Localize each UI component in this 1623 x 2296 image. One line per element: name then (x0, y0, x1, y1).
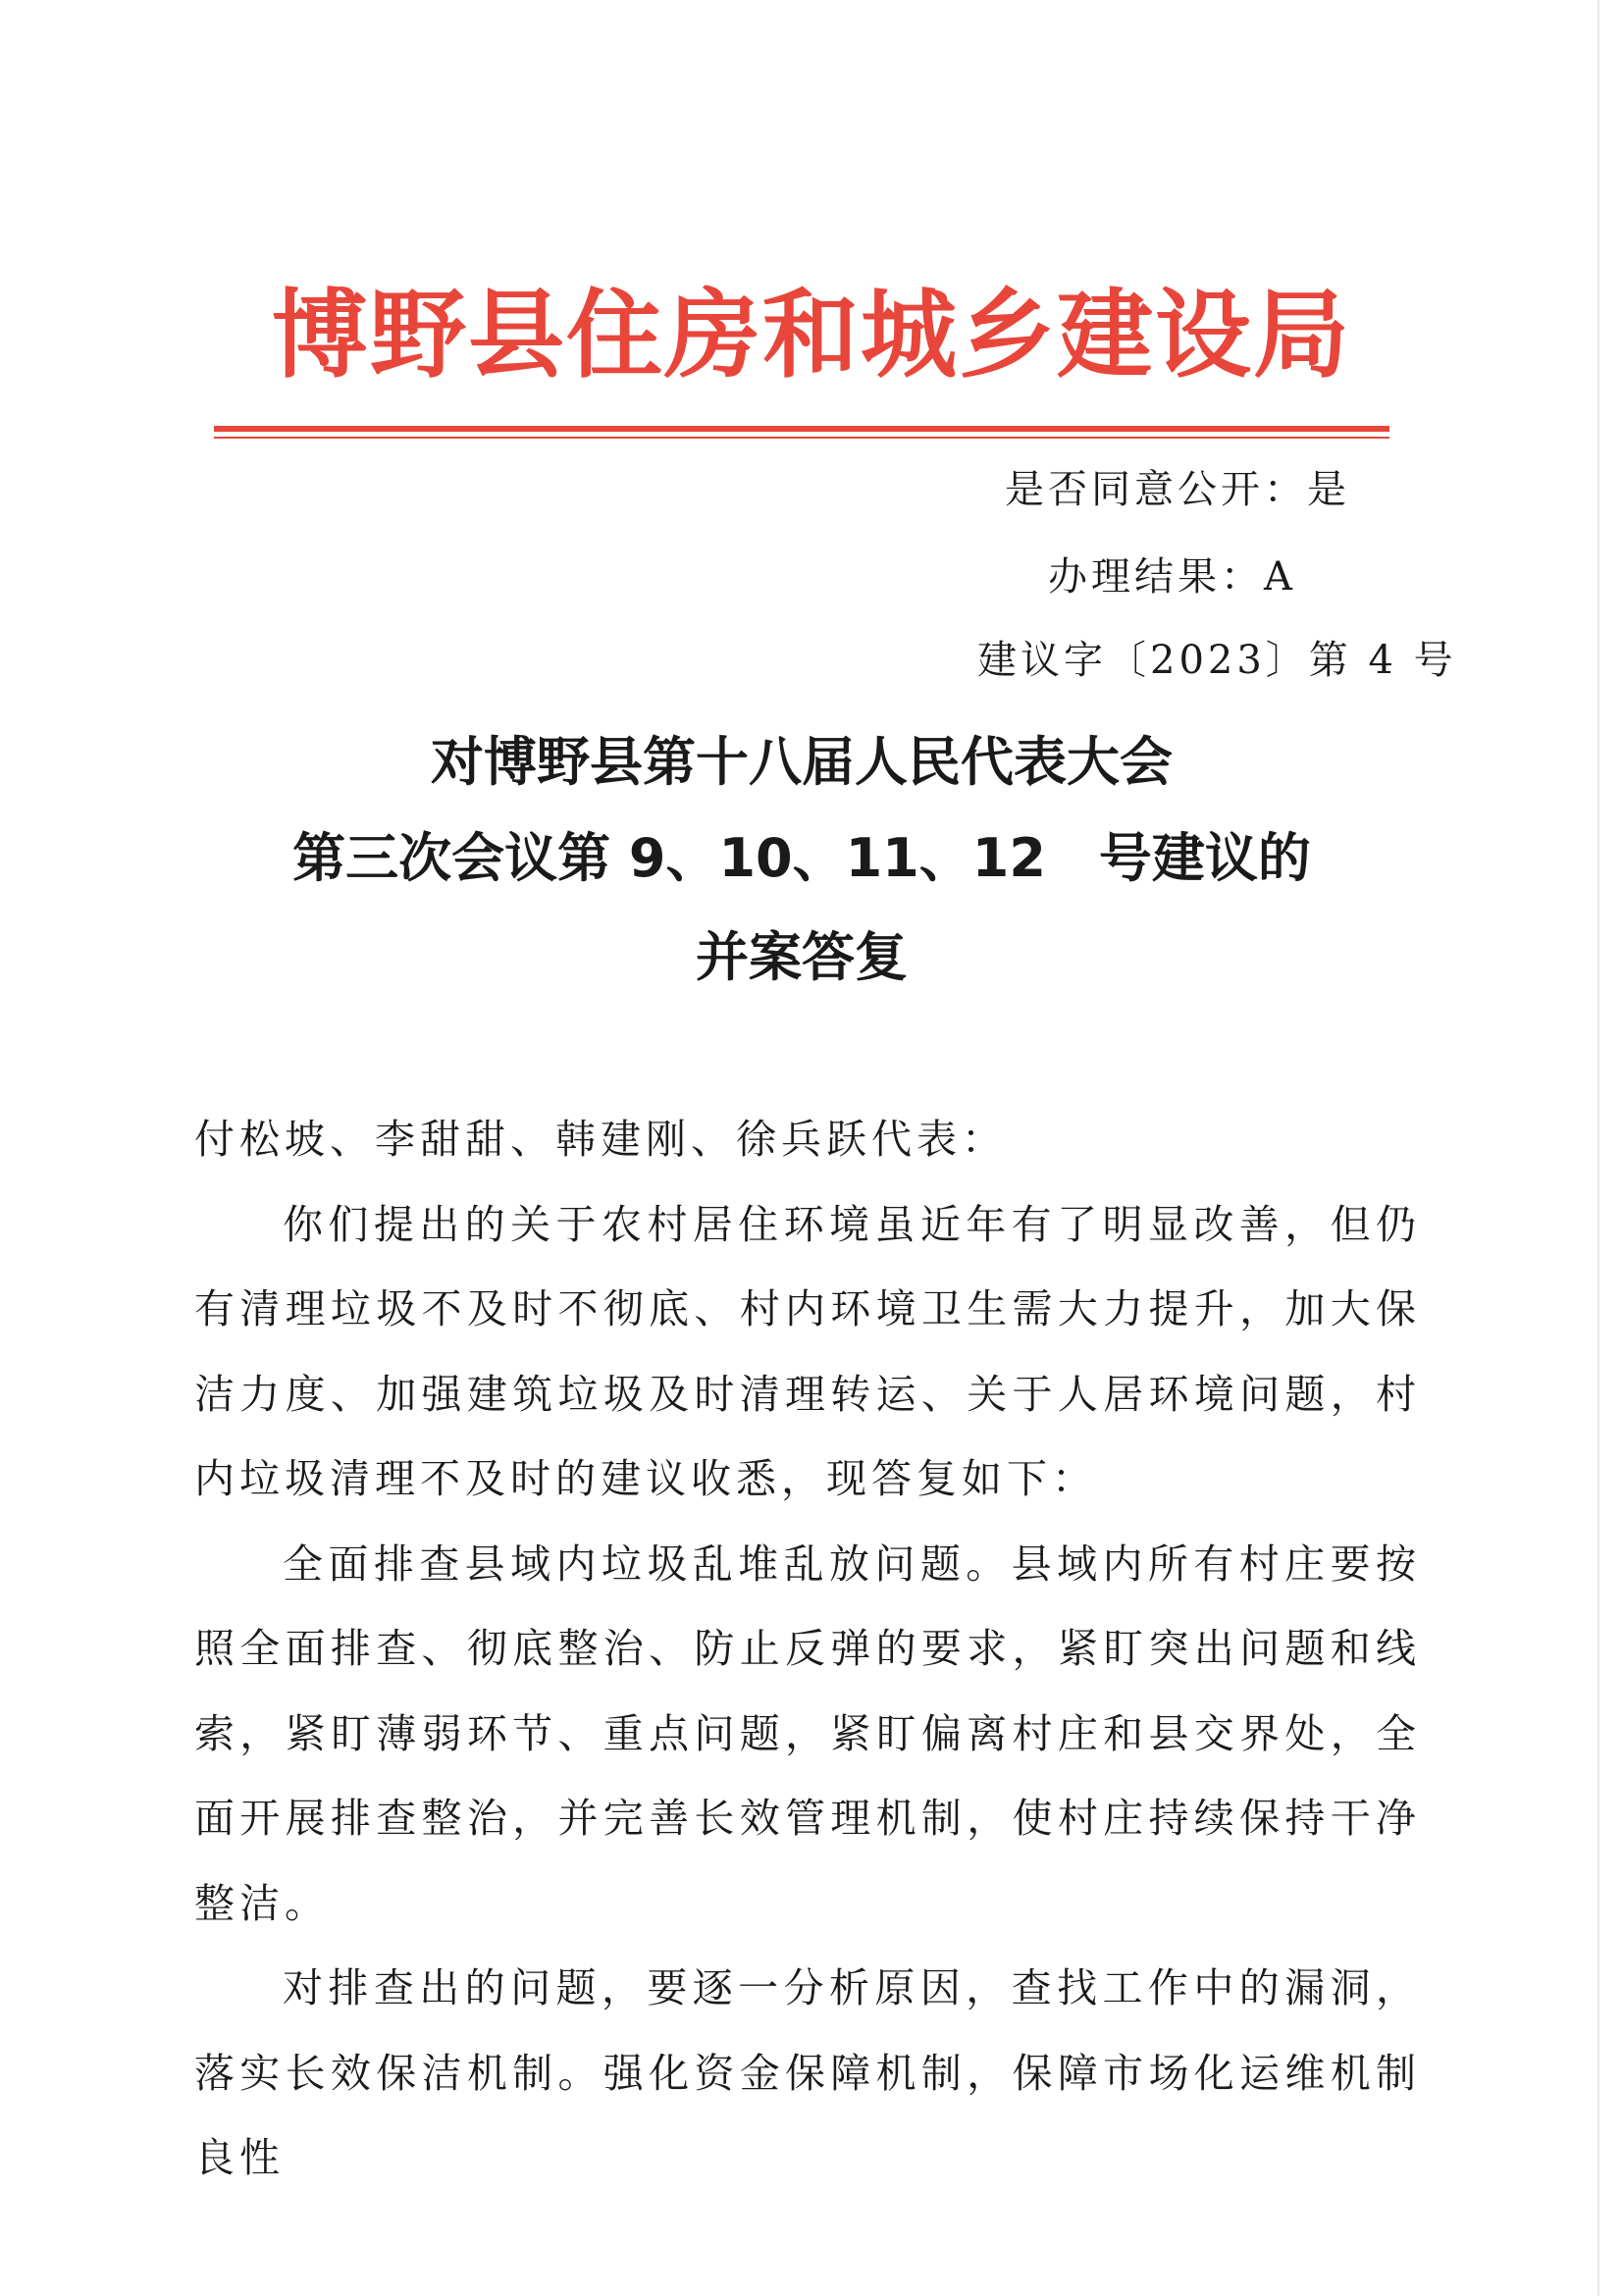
letterhead-rule-thin (214, 437, 1389, 439)
body-paragraph: 你们提出的关于农村居住环境虽近年有了明显改善，但仍有清理垃圾不及时不彻底、村内环境卫生需大力提升，加大保洁力度、加强建筑垃圾及时清理转运、关于人居环境问题，村内垃圾清理不及时的建议收悉，现答复如下： (194, 1200, 1421, 1502)
disclosure-status: 是否同意公开：是 (1005, 467, 1350, 512)
document-body (194, 1097, 1421, 2201)
body-paragraph: 对排查出的问题，要逐一分析原因，查找工作中的漏洞，落实长效保洁机制。强化资金保障机制，保障市场化运维机制良性 (194, 1964, 1421, 2181)
letterhead-title: 博野县住房和城乡建设局 (271, 279, 1351, 391)
document-number: 建议字〔2023〕第 4 号 (977, 638, 1457, 683)
handling-result: 办理结果：A (1048, 554, 1296, 600)
body-paragraph: 全面排查县域内垃圾乱堆乱放问题。县域内所有村庄要按照全面排查、彻底整治、防止反弹的要求，紧盯突出问题和线索，紧盯薄弱环节、重点问题，紧盯偏离村庄和县交界处，全面开展排查整治，并完善长效管理机制，使村庄持续保持干净整洁。 (194, 1539, 1421, 1927)
letterhead-rule-thick (214, 426, 1389, 432)
document-title-line-1: 对博野县第十八届人民代表大会 (431, 731, 1173, 793)
salutation: 付松坡、李甜甜、韩建刚、徐兵跃代表： (194, 1116, 1007, 1163)
document-title-line-2: 第三次会议第 9、10、11、12 号建议的 (292, 827, 1311, 889)
document-title-line-3: 并案答复 (696, 926, 908, 988)
